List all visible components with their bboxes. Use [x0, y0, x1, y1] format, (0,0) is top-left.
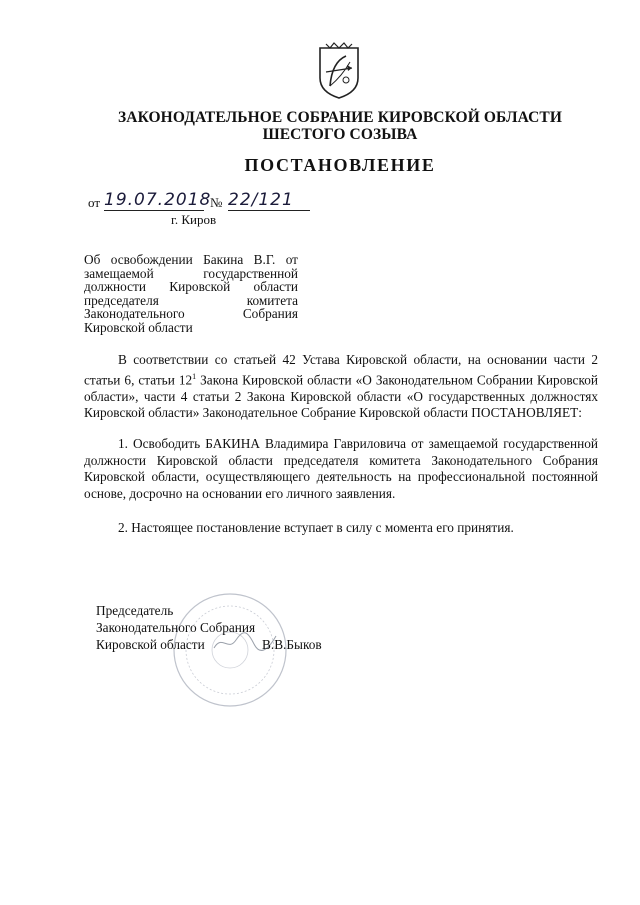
coat-of-arms-icon	[316, 42, 362, 100]
convocation-subtitle: ШЕСТОГО СОЗЫВА	[262, 126, 418, 143]
date-prefix: от	[88, 195, 101, 210]
document-subject: Об освобождении Бакина В.Г. от замещаемой государственной должности Кировской области председателя комитета Законодательного Собрания Кировской области	[84, 252, 298, 335]
signatory-name: В.В.Быков	[262, 637, 322, 652]
document-number: 22/121	[228, 190, 310, 211]
signatory-title-line3: Кировской области	[96, 637, 205, 652]
document-type-heading: ПОСТАНОВЛЕНИЕ	[244, 155, 436, 175]
preamble-superscript: 1	[192, 371, 197, 381]
preamble-text-2: Закона Кировской области «О Законодательном Собрании Кировской области», части 4 статьи 2 Закона Кировской области «О государственных должностях Кировской области» Законодательное Собрание Кировской области ПОСТАНОВЛЯЕТ:	[84, 372, 598, 421]
number-prefix: №	[210, 195, 223, 210]
document-date: 19.07.2018	[104, 190, 212, 210]
resolution-item-1: 1. Освободить БАКИНА Владимира Гавриловича от замещаемой государственной должности Кировской области председателя комитета Законодательного Собрания Кировской области, осуществляющего деятельность на профессиональной постоянной основе, досрочно на основании его личного заявления.	[84, 436, 598, 501]
place-of-issue: г. Киров	[171, 212, 217, 227]
preamble-paragraph	[84, 352, 598, 422]
preamble-text-1: В соответствии со статьей 42 Устава Кировской области, на основании части 2 статьи 6, статьи 12	[84, 352, 598, 388]
resolution-item-2: 2. Настоящее постановление вступает в силу с момента его принятия.	[118, 520, 514, 535]
organization-title: ЗАКОНОДАТЕЛЬНОЕ СОБРАНИЕ КИРОВСКОЙ ОБЛАСТИ	[118, 109, 562, 126]
signatory-title-line1: Председатель	[96, 603, 174, 618]
signatory-title-line2: Законодательного Собрания	[96, 620, 256, 635]
